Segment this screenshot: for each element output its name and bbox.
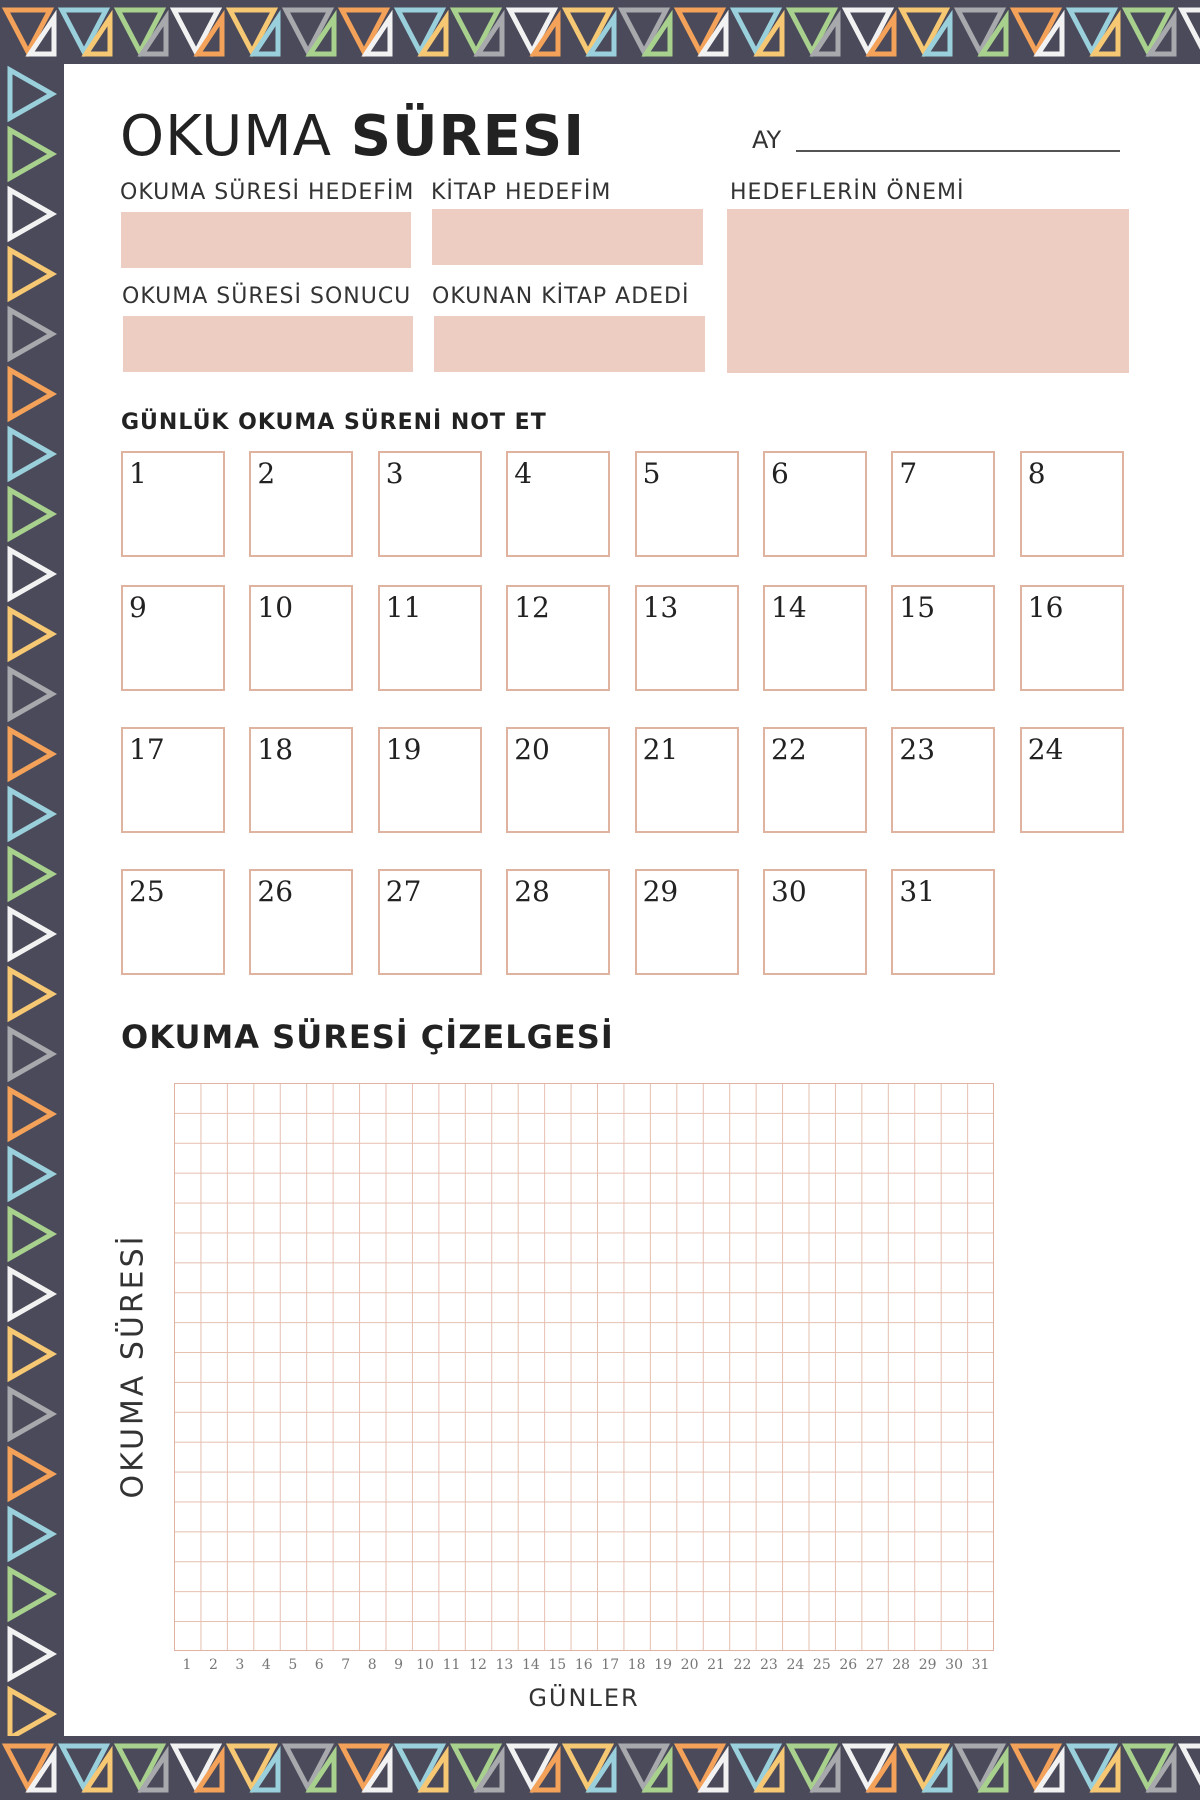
day-box[interactable] xyxy=(378,451,482,557)
day-number: 22 xyxy=(771,733,807,766)
day-box[interactable] xyxy=(763,869,867,975)
border-triangle-shape xyxy=(10,850,52,898)
x-tick-label: 5 xyxy=(288,1657,298,1673)
border-triangle-shape xyxy=(10,910,52,958)
day-box[interactable] xyxy=(891,451,995,557)
reading-time-result-field[interactable] xyxy=(123,316,413,372)
border-triangle-shape xyxy=(10,1090,52,1138)
books-read-count-label: OKUNAN KİTAP ADEDİ xyxy=(432,284,690,309)
day-number: 28 xyxy=(514,875,550,908)
day-box[interactable] xyxy=(1020,727,1124,833)
x-tick-label: 2 xyxy=(208,1657,218,1673)
day-number: 12 xyxy=(514,591,550,624)
books-read-count-field[interactable] xyxy=(434,316,705,372)
day-number: 30 xyxy=(771,875,807,908)
border-triangle-shape xyxy=(10,1030,52,1078)
reading-time-goal-field[interactable] xyxy=(121,212,411,268)
x-tick-label: 20 xyxy=(680,1657,699,1673)
border-triangle-shape xyxy=(1182,10,1200,52)
day-number: 31 xyxy=(899,875,936,908)
x-tick-label: 14 xyxy=(521,1657,540,1673)
reading-time-result-label: OKUMA SÜRESİ SONUCU xyxy=(122,284,412,309)
x-tick-label: 12 xyxy=(469,1657,487,1673)
border-triangle-shape xyxy=(10,670,52,718)
border-triangle-shape xyxy=(10,970,52,1018)
title-light: OKUMA xyxy=(120,104,332,169)
border-triangle-shape xyxy=(10,1450,52,1498)
day-box[interactable] xyxy=(121,727,225,833)
x-tick-label: 21 xyxy=(707,1657,725,1673)
x-tick-label: 15 xyxy=(548,1657,567,1673)
border-triangle-shape xyxy=(10,190,52,238)
day-number: 24 xyxy=(1027,733,1064,766)
day-number: 15 xyxy=(899,591,936,624)
x-tick-label: 30 xyxy=(945,1657,963,1673)
day-number: 14 xyxy=(771,591,807,624)
border-triangle-shape xyxy=(10,1630,52,1678)
x-tick-label: 18 xyxy=(627,1657,646,1673)
day-number: 10 xyxy=(257,591,294,624)
decorative-border-top xyxy=(0,0,1200,64)
border-triangle-shape xyxy=(10,70,52,118)
border-triangle-shape xyxy=(10,1510,52,1558)
border-triangle-shape xyxy=(10,310,52,358)
day-box[interactable] xyxy=(635,869,739,975)
day-number: 29 xyxy=(642,875,679,908)
day-number: 19 xyxy=(385,733,422,766)
border-triangle-shape xyxy=(10,1330,52,1378)
day-number: 13 xyxy=(642,591,679,624)
x-tick-label: 28 xyxy=(892,1657,911,1673)
day-number: 16 xyxy=(1027,591,1064,624)
border-triangle-shape xyxy=(10,1270,52,1318)
border-triangle-shape xyxy=(10,430,52,478)
chart-x-axis-label: GÜNLER xyxy=(528,1684,640,1712)
day-box[interactable] xyxy=(378,869,482,975)
day-box[interactable] xyxy=(763,585,867,691)
border-triangle-shape xyxy=(10,1150,52,1198)
day-box[interactable] xyxy=(121,585,225,691)
chart-y-axis-label: OKUMA SÜRESİ xyxy=(115,1233,151,1499)
day-number: 6 xyxy=(771,457,789,490)
x-tick-label: 6 xyxy=(314,1657,324,1673)
day-number: 2 xyxy=(257,457,276,490)
day-number: 5 xyxy=(642,457,661,490)
day-number: 21 xyxy=(642,733,679,766)
day-box[interactable] xyxy=(635,451,739,557)
goals-importance-label: HEDEFLERİN ÖNEMİ xyxy=(730,180,965,205)
border-triangle-shape xyxy=(10,790,52,838)
day-box[interactable] xyxy=(763,451,867,557)
day-box[interactable] xyxy=(635,585,739,691)
x-tick-label: 22 xyxy=(733,1657,752,1673)
planner-page xyxy=(64,64,1200,1736)
border-triangle-shape xyxy=(10,550,52,598)
x-tick-label: 29 xyxy=(918,1657,937,1673)
x-tick-label: 31 xyxy=(971,1657,990,1673)
day-number: 1 xyxy=(129,457,147,490)
day-box[interactable] xyxy=(635,727,739,833)
day-box[interactable] xyxy=(506,451,610,557)
day-number: 17 xyxy=(129,733,165,766)
reading-time-chart-grid[interactable] xyxy=(174,1083,994,1651)
day-box[interactable] xyxy=(249,869,353,975)
border-triangle-shape xyxy=(10,1390,52,1438)
day-number: 25 xyxy=(129,875,165,908)
day-number: 11 xyxy=(385,591,422,624)
day-number: 8 xyxy=(1027,457,1046,490)
month-input-line[interactable] xyxy=(796,150,1120,152)
day-box[interactable] xyxy=(378,727,482,833)
day-box[interactable] xyxy=(506,869,610,975)
day-box[interactable] xyxy=(121,451,225,557)
x-tick-label: 10 xyxy=(416,1657,434,1673)
day-number: 18 xyxy=(257,733,294,766)
day-box[interactable] xyxy=(763,727,867,833)
x-tick-label: 13 xyxy=(495,1657,514,1673)
x-tick-label: 1 xyxy=(182,1657,192,1673)
title-bold: SÜRESI xyxy=(350,104,586,169)
x-tick-label: 27 xyxy=(865,1657,884,1673)
border-triangle-shape xyxy=(10,1570,52,1618)
border-triangle-shape xyxy=(10,490,52,538)
chart-section-title: OKUMA SÜRESİ ÇİZELGESİ xyxy=(121,1018,614,1056)
month-label: AY xyxy=(752,126,782,154)
day-box[interactable] xyxy=(506,585,610,691)
book-goal-label: KİTAP HEDEFİM xyxy=(431,180,612,205)
triangle-pattern-left xyxy=(0,64,64,1736)
border-triangle-shape xyxy=(10,1690,52,1736)
x-tick-label: 25 xyxy=(812,1657,831,1673)
day-box[interactable] xyxy=(891,585,995,691)
daily-section-title: GÜNLÜK OKUMA SÜRENİ NOT ET xyxy=(121,410,547,435)
decorative-border-bottom xyxy=(0,1736,1200,1800)
day-box[interactable] xyxy=(121,869,225,975)
day-box[interactable] xyxy=(891,869,995,975)
day-box[interactable] xyxy=(506,727,610,833)
border-triangle-shape xyxy=(10,130,52,178)
day-number: 20 xyxy=(514,733,550,766)
border-triangle-shape xyxy=(10,610,52,658)
border-triangle-shape xyxy=(10,370,52,418)
x-tick-label: 7 xyxy=(341,1657,351,1673)
reading-time-goal-label: OKUMA SÜRESİ HEDEFİM xyxy=(120,180,415,205)
day-box[interactable] xyxy=(1020,451,1124,557)
x-tick-label: 24 xyxy=(786,1657,805,1673)
x-tick-label: 3 xyxy=(235,1657,245,1673)
day-box[interactable] xyxy=(891,727,995,833)
x-tick-label: 4 xyxy=(261,1657,271,1673)
triangle-pattern-top xyxy=(0,0,1200,64)
day-number: 27 xyxy=(385,875,422,908)
day-number: 7 xyxy=(899,457,918,490)
day-box[interactable] xyxy=(249,727,353,833)
border-triangle-shape xyxy=(1182,1746,1200,1788)
border-triangle-shape xyxy=(10,730,52,778)
triangle-pattern-bottom xyxy=(0,1736,1200,1800)
x-tick-label: 16 xyxy=(574,1657,593,1673)
border-triangle-shape xyxy=(10,1210,52,1258)
decorative-border-left xyxy=(0,64,64,1736)
x-tick-label: 23 xyxy=(760,1657,778,1673)
border-triangle-shape xyxy=(10,250,52,298)
day-number: 26 xyxy=(257,875,294,908)
day-box[interactable] xyxy=(249,585,353,691)
x-tick-label: 8 xyxy=(367,1657,377,1673)
day-number: 4 xyxy=(514,457,533,490)
x-tick-label: 26 xyxy=(839,1657,858,1673)
x-tick-label: 17 xyxy=(601,1657,620,1673)
page-title xyxy=(120,104,585,169)
day-box[interactable] xyxy=(249,451,353,557)
day-number: 3 xyxy=(385,457,404,490)
x-tick-label: 11 xyxy=(442,1657,461,1673)
goals-importance-field[interactable] xyxy=(727,209,1129,373)
day-number: 9 xyxy=(129,591,147,624)
x-tick-label: 9 xyxy=(394,1657,404,1673)
book-goal-field[interactable] xyxy=(432,209,703,265)
day-box[interactable] xyxy=(378,585,482,691)
day-box[interactable] xyxy=(1020,585,1124,691)
day-number: 23 xyxy=(899,733,936,766)
x-tick-label: 19 xyxy=(654,1657,673,1673)
